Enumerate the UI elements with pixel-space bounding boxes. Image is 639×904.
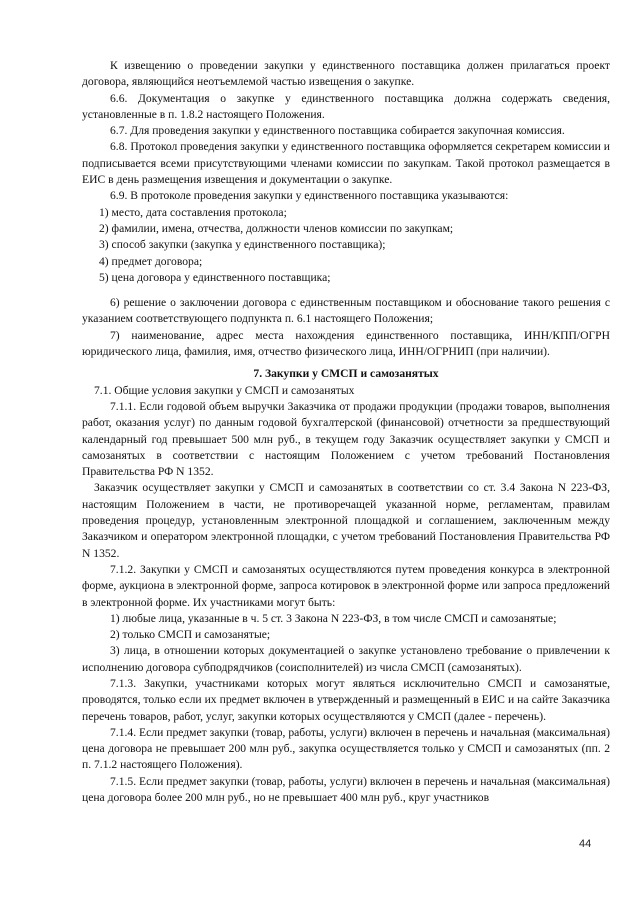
paragraph-draft-contract: К извещению о проведении закупки у единственного поставщика должен прилагаться проект договора, являющийся неотъемлемой частью извещения о закупке. (82, 59, 610, 89)
list-item-participants-2: 2) только СМСП и самозанятые; (110, 628, 271, 642)
page-number: 44 (579, 838, 592, 850)
page-content (82, 58, 610, 806)
paragraph-6-6: 6.6. Документация о закупке у единственного поставщика должна содержать сведения, установленные в п. 1.8.2 настоящего Положения. (82, 91, 610, 121)
spacer (82, 286, 610, 295)
list-item-1: 1) место, дата составления протокола; (99, 205, 287, 219)
list-item-participants-3: 3) лица, в отношении которых документацией о закупке установлено требование о привлечении к исполнению договора субподрядчиков (соисполнителей) из числа СМСП (самозанятых). (82, 644, 610, 674)
paragraph-7-1-4: 7.1.4. Если предмет закупки (товар, работы, услуги) включен в перечень и начальная (максимальная) цена договора не превышает 200 млн руб., закупка осуществляется только у СМСП и самозанятых (пп. 2 п. 7.1.2 настоящего Положения). (82, 725, 610, 772)
section-heading: 7. Закупки у СМСП и самозанятых (253, 367, 439, 381)
list-item-7: 7) наименование, адрес места нахождения единственного поставщика, ИНН/КПП/ОГРН юридического лица, фамилия, имя, отчество физического лица, ИНН/ОГРНИП (при наличии). (82, 328, 610, 359)
paragraph-7-1-5: 7.1.5. Если предмет закупки (товар, работы, услуги) включен в перечень и начальная (максимальная) цена договора более 200 млн руб., но не превышает 400 млн руб., круг участников (82, 774, 610, 805)
paragraph-7-1-1: 7.1.1. Если годовой объем выручки Заказчика от продажи продукции (продажи товаров, выполнения работ, оказания услуг) по данным годовой бухгалтерской (финансовой) отчетности за предшествующий календарный год превышает 500 млн руб., в текущем году Заказчик осуществляет закупки у СМСП и самозанятых в соответствии с настоящим Положением с учетом требований Постановления Правительства РФ N 1352. (82, 399, 610, 479)
paragraph-customer-purchases: Заказчик осуществляет закупки у СМСП и самозанятых в соответствии со ст. 3.4 Закона N 223-ФЗ, настоящим Положением в части, не противоречащей указанной норме, регламентам, правилам проведения процедур, установленным электронной площадкой и соглашением, заключенным между Заказчиком и оператором электронной площадки, с учетом требований Постановления Правительства РФ N 1352. (82, 481, 610, 560)
paragraph-6-8: 6.8. Протокол проведения закупки у единственного поставщика оформляется секретарем комиссии и подписывается всеми присутствующими членами комиссии по закупкам. Такой протокол размещается в ЕИС в день размещения извещения и документации о закупке. (82, 140, 610, 187)
list-item-participants-1: 1) любые лица, указанные в ч. 5 ст. 3 Закона N 223-ФЗ, в том числе СМСП и самозанятые; (110, 611, 557, 625)
list-item-5: 5) цена договора у единственного поставщика; (99, 270, 331, 284)
list-item-3: 3) способ закупки (закупка у единственного поставщика); (99, 238, 386, 252)
paragraph-7-1-2: 7.1.2. Закупки у СМСП и самозанятых осуществляются путем проведения конкурса в электронной форме, аукциона в электронной форме, запроса котировок в электронной форме или запроса предложений в электронной форме. Их участниками могут быть: (82, 562, 610, 609)
list-item-2: 2) фамилии, имена, отчества, должности членов комиссии по закупкам; (99, 221, 454, 235)
list-item-4: 4) предмет договора; (99, 254, 203, 268)
paragraph-6-9: 6.9. В протоколе проведения закупки у единственного поставщика указываются: (110, 189, 509, 203)
paragraph-7-1: 7.1. Общие условия закупки у СМСП и самозанятых (94, 383, 355, 397)
paragraph-6-7: 6.7. Для проведения закупки у единственного поставщика собирается закупочная комиссия. (110, 124, 565, 138)
list-item-6: 6) решение о заключении договора с единственным поставщиком и обоснование такого решения с указанием соответствующего подпункта п. 6.1 настоящего Положения; (82, 296, 610, 326)
paragraph-7-1-3: 7.1.3. Закупки, участниками которых могут являться исключительно СМСП и самозанятые, проводятся, только если их предмет включен в утвержденный и размещенный в ЕИС и на сайте Заказчика перечень товаров, работ, услуг, закупки которых осуществляются у СМСП (далее - перечень). (82, 676, 610, 723)
